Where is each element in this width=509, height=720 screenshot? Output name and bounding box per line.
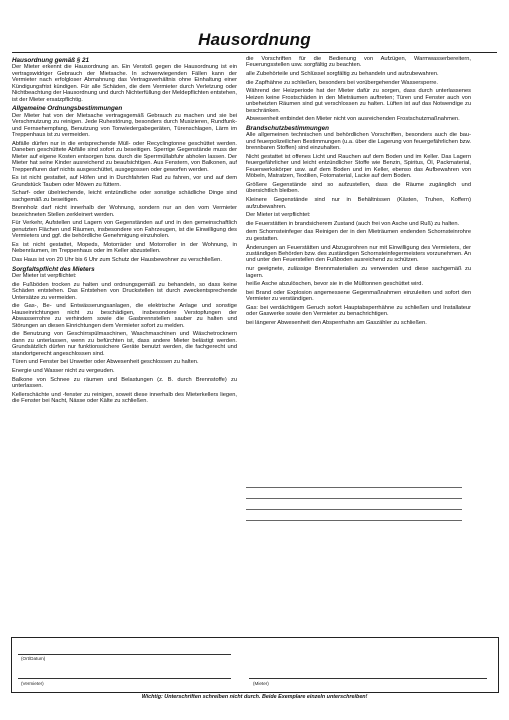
landlord-signature-label: (Vermieter) bbox=[21, 681, 44, 686]
paragraph: Alle allgemeinen technischen und behördlichen Vorschriften, besonders auch die bau- und feuerpolizeilichen Bestimmungen (u.a. über die Lagerung von feuergefährlichen bzw. brennbaren Stoffen) sind einzuhalten. bbox=[246, 132, 471, 152]
paragraph: Scharf- oder übelriechende, leicht entzündliche oder sonstige schädliche Dinge sind sachgemäß zu beseitigen. bbox=[12, 190, 237, 203]
paragraph: Der Mieter ist verpflichtet: bbox=[246, 212, 311, 219]
section-heading: Brandschutzbestimmungen bbox=[246, 125, 329, 133]
paragraph: Balkone von Schnee zu räumen und Belastungen (z. B. durch Brennstoffe) zu unterlassen. bbox=[12, 376, 237, 390]
paragraph: Größere Gegenstände sind so aufzustellen, dass die Räume zugänglich und übersichtlich bleiben. bbox=[246, 181, 471, 195]
signature-warning: Wichtig: Unterschriften schreiben nicht durch. Beide Exemplare einzeln unterschreiben! bbox=[141, 694, 368, 700]
paragraph: Energie und Wasser nicht zu vergeuden. bbox=[12, 367, 115, 374]
paragraph: Der Mieter hat von der Mietsache vertragsgemäß Gebrauch zu machen und sie bei Verschmutzung zu reinigen. Jede Ruhestörung, besonders durch Musizieren, Rundfunk- und Fernsehempfang, Benutzung von Tonwiedergabegeräten, Türenschlagen, Lärm im Treppenhaus ist zu vermeiden. bbox=[12, 112, 237, 139]
note-line bbox=[246, 498, 462, 499]
paragraph: Abwesenheit entbindet den Mieter nicht von ausreichenden Frostschutzmaßnahmen. bbox=[246, 116, 460, 123]
note-line bbox=[246, 487, 462, 488]
paragraph: alle Zubehörteile und Schlüssel sorgfältig zu behandeln und aufzubewahren. bbox=[246, 71, 439, 78]
paragraph: bei längerer Abwesenheit den Absperrhahn am Gaszähler zu schließen. bbox=[246, 320, 427, 326]
paragraph: Nicht gestattet ist offenes Licht und Rauchen auf dem Boden und im Keller. Das Lagern feuergefährlicher und leicht entzündlicher Stoffe wie Benzin, Spiritus, Öl, Packmaterial, Feuerwerkskörper usw. auf dem Boden und im Keller, ebenso das Aufbewahren von Möbeln, Matratzen, Textilien, Fotomaterial, Lacke auf dem Boden. bbox=[246, 153, 471, 180]
paragraph: Für Verkehr, Aufstellen und Lagern von Gegenständen auf und in den gemeinschaftlich genutzten Flächen und Räumen, insbesondere von Fahrzeugen, ist die Einwilligung des Vermieters und ggf. die behördliche Genehmigung einzuholen. bbox=[12, 220, 237, 240]
right-column bbox=[246, 56, 471, 329]
paragraph: Der Mieter erkennt die Hausordnung an. Ein Verstoß gegen die Hausordnung ist ein vertragswidriger Gebrauch der Mietsache. In schwerwiegenden Fällen kann der Vermieter nach erfolgloser Abmahnung das Vertragsverhältnis ohne Einhaltung einer Kündigungsfrist kündigen. Für alle Schäden, die dem Vermieter durch Verletzung oder Nichtbeachtung der Hausordnung und durch Nichterfüllung der Meldepflichten entstehen, ist der Mieter ersatzpflichtig. bbox=[12, 64, 237, 103]
place-date-line[interactable] bbox=[18, 654, 231, 655]
place-date-label: (Ort/Datum) bbox=[21, 656, 46, 661]
paragraph: Änderungen an Feuerstätten und Abzugsrohren nur mit Einwilligung des Vermieters, der zuständigen Behörden bzw. des zuständigen Schornsteinfegermeisters vorzunehmen. An und unter den Feuerstellen den Fußboden ausreichend zu schützen. bbox=[246, 244, 471, 264]
paragraph: Kleinere Gegenstände sind nur in Behältnissen (Kästen, Truhen, Koffern) aufzubewahren. bbox=[246, 197, 471, 210]
paragraph: bei Brand oder Explosion angemessene Gegenmaßnahmen einzuleiten und sofort den Vermieter zu verständigen. bbox=[246, 289, 471, 303]
paragraph: heiße Asche abzulöschen, bevor sie in die Mülltonnen geschüttet wird. bbox=[246, 281, 424, 288]
paragraph: nur geeignete, zulässige Brennmaterialien zu verwenden und diese sachgemäß zu lagern. bbox=[246, 266, 471, 279]
paragraph: die Vorschriften für die Bedienung von Aufzügen, Warmwasserbereitern, Feuerungsstellen usw. sorgfältig zu beachten. bbox=[246, 56, 471, 69]
section-heading: Hausordnung gemäß § 21 bbox=[12, 57, 89, 64]
paragraph: Gas: bei verdächtigem Geruch sofort Hauptabsperrhähne zu schließen und Installateur oder Gaswerke sowie den Vermieter zu benachrichtigen. bbox=[246, 304, 471, 318]
paragraph: die Fußböden trocken zu halten und ordnungsgemäß zu behandeln, so dass keine Schäden entstehen. Das Entstehen von Druckstellen ist durch zweckentsprechende Untersätze zu vermeiden. bbox=[12, 281, 237, 301]
section-heading: Allgemeine Ordnungsbestimmungen bbox=[12, 105, 123, 113]
tenant-signature-line[interactable] bbox=[249, 678, 487, 679]
left-column bbox=[12, 56, 237, 407]
section-heading: Sorgfaltspflicht des Mieters bbox=[12, 265, 95, 273]
note-line bbox=[246, 509, 462, 510]
paragraph: die Zapfhähne zu schließen, besonders bei vorübergehender Wassersperre. bbox=[246, 79, 439, 86]
paragraph: die Feuerstätten in brandsicherem Zustand (auch frei von Asche und Ruß) zu halten. bbox=[246, 220, 460, 227]
note-line bbox=[246, 520, 462, 521]
paragraph: Das Haus ist von 20 Uhr bis 6 Uhr zum Schutz der Hausbewohner zu verschließen. bbox=[12, 257, 222, 264]
tenant-signature-label: (Mieter) bbox=[253, 681, 269, 686]
paragraph: Es ist nicht gestattet, Mopeds, Motorräder und Motorroller in der Wohnung, in Nebenräumen, im Treppenhaus oder im Keller abzustellen. bbox=[12, 242, 237, 255]
paragraph: dem Schornsteinfeger das Reinigen der in den Mieträumen endenden Schornsteinrohre zu gestatten. bbox=[246, 229, 471, 242]
notes-lines bbox=[246, 487, 462, 531]
title-divider bbox=[12, 52, 497, 53]
signature-box bbox=[11, 637, 499, 693]
paragraph: die Benutzung von Geschirrspülmaschinen, Waschmaschinen und Wäschetrocknern dann zu unterlassen, wenn zu befürchten ist, dass andere Mieter belästigt werden. Grundsätzlich dürfen nur funktionssichere Geräte benutzt werden, die fachgerecht und standortgerecht angeschlossen sind. bbox=[12, 331, 237, 357]
paragraph: Abfälle dürfen nur in die entsprechende Müll- oder Recyclingtonne geschüttet werden. Daneben geschüttete Abfälle sind sofort zu beseitigen. Sperrige Gegenstände muss der Mieter auf eigene Kosten entsorgen bzw. durch die Sperrmüllabfuhr abholen lassen. Der Mieter hat seine Kinder ausreichend zu beaufsichtigen. Aus Fenstern, von Balkonen, auf Treppenfluren darf nichts ausgeschüttet, ausgegossen oder geworfen werden. bbox=[12, 140, 237, 173]
landlord-signature-line[interactable] bbox=[18, 678, 231, 679]
paragraph: Türen und Fenster bei Unwetter oder Abwesenheit geschlossen zu halten. bbox=[12, 359, 199, 366]
paragraph: Brennholz darf nicht innerhalb der Wohnung, sondern nur an den vom Vermieter bezeichneten Stellen zerkleinert werden. bbox=[12, 205, 237, 218]
paragraph: Es ist nicht gestattet, auf Höfen und in Durchfahrten Rad zu fahren, vor und auf dem Grundstück Tauben oder Möwen zu füttern. bbox=[12, 175, 237, 188]
paragraph: Kellerschächte und -fenster zu reinigen, soweit diese innerhalb des Mieterkellers liegen, die Fenster bei Nacht, Nässe oder Kälte zu schließen. bbox=[12, 391, 237, 405]
page-title: Hausordnung bbox=[198, 30, 311, 49]
paragraph: Der Mieter ist verpflichtet: bbox=[12, 273, 77, 280]
paragraph: die Gas-, Be- und Entwässerungsanlagen, die elektrische Anlage und sonstige Hauseinrichtungen nicht zu beschädigen, insbesondere Verstopfungen der Abwasserrohre zu verhindern sowie die Gasbrennstellen sauber zu halten und Störungen an diesen Einrichtungen dem Vermieter sofort zu melden. bbox=[12, 303, 237, 329]
paragraph: Während der Heizperiode hat der Mieter dafür zu sorgen, dass durch unterlassenes Heizen keine Frostschäden in den Mieträumen auftreten; Türen und Fenster auch von unbeheizten Räumen sind gut verschlossen zu halten. Lüften ist auf das Notwendige zu beschränken. bbox=[246, 88, 471, 114]
